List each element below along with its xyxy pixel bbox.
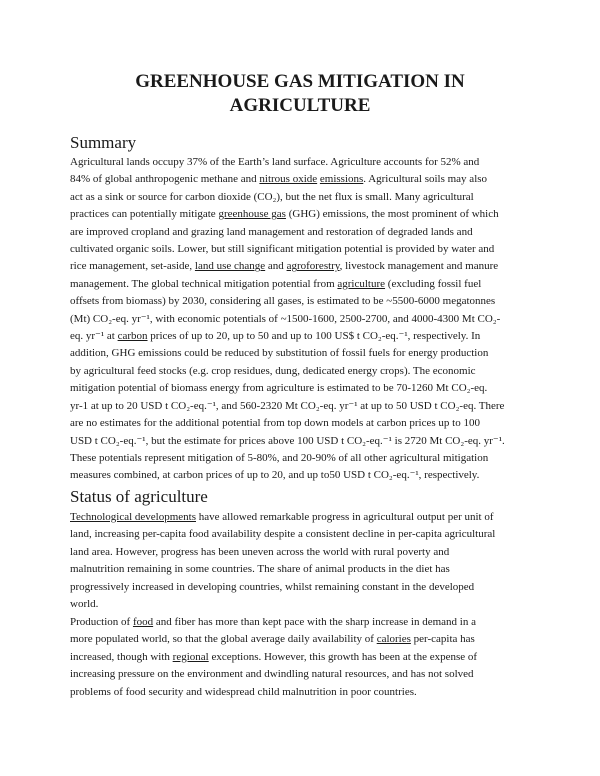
link-term[interactable]: nitrous oxide <box>259 173 318 186</box>
link-term[interactable]: calories <box>376 633 411 646</box>
link-term[interactable]: carbon <box>117 330 148 343</box>
text-line: measures combined, at carbon prices of up to 20, and up to50 USD t CO₂-eq.⁻¹, respectively. <box>70 469 480 482</box>
link-term[interactable]: land use change <box>194 260 266 273</box>
link-term[interactable]: Technological developments <box>70 511 196 523</box>
summary-paragraph <box>70 154 540 485</box>
text-line: yr-1 at up to 20 USD t CO₂-eq.⁻¹, and 560-2320 Mt CO₂-eq. yr⁻¹ at up to 50 USD t CO₂-eq. There <box>70 399 505 412</box>
text-line: increased, though with regional exceptions. However, this growth has been at the expense of <box>70 650 478 663</box>
title-line: AGRICULTURE <box>229 95 371 116</box>
link-term[interactable]: food <box>132 616 154 628</box>
text-line: management. The global technical mitigation potential from agriculture (excluding fossil fuel <box>70 277 482 290</box>
text-line: are no estimates for the additional potential from top down models at carbon prices up to 100 <box>70 417 480 430</box>
text-line: (Mt) CO₂-eq. yr⁻¹, with economic potentials of ~1500-1600, 2500-2700, and 4000-4300 Mt CO₂- <box>70 312 501 325</box>
link-term[interactable]: agroforestry <box>286 260 340 273</box>
text-line: USD t CO₂-eq.⁻¹, but the estimate for prices above 100 USD t CO₂-eq.⁻¹ is 2720 Mt CO₂-eq. yr⁻¹. <box>70 434 505 447</box>
document-title <box>70 70 530 118</box>
text-line: practices can potentially mitigate greenhouse gas (GHG) emissions, the most prominent of which <box>70 208 499 221</box>
text-line: increasing pressure on the environment and dwindling natural resources, and has not solved <box>70 668 474 681</box>
link-term[interactable]: regional <box>172 650 209 663</box>
text-line: are improved cropland and grazing land management and restoration of degraded lands and <box>70 225 473 238</box>
title-line: GREENHOUSE GAS MITIGATION IN <box>135 71 465 92</box>
text-line: 84% of global anthropogenic methane and nitrous oxide emissions. Agricultural soils may also <box>70 173 488 186</box>
text-line: These potentials represent mitigation of 5-80%, and 20-90% of all other agricultural mitigation <box>70 451 489 464</box>
text-line: Production of food and fiber has more than kept pace with the sharp increase in demand in a <box>70 616 476 628</box>
summary-heading: Summary <box>70 133 137 152</box>
status-paragraph-2 <box>70 614 540 701</box>
text-line: by agricultural feed stocks (e.g. crop residues, dung, dedicated energy crops). The economic <box>70 364 476 377</box>
text-line: world. <box>70 598 99 611</box>
text-line: more populated world, so that the global average daily availability of calories per-capita has <box>70 633 475 646</box>
text-line: mitigation potential of biomass energy from agriculture is estimated to be 70-1260 Mt CO₂-eq. <box>70 382 488 395</box>
text-line: progressively increased in developing countries, whilst remaining constant in the developed <box>70 580 475 593</box>
text-line: malnutrition remaining in some countries. The share of animal products in the diet has <box>70 563 450 576</box>
text-line: problems of food security and widespread child malnutrition in poor countries. <box>70 685 417 698</box>
text-line: act as a sink or source for carbon dioxide (CO₂), but the net flux is small. Many agricultural <box>70 190 474 203</box>
text-line: addition, GHG emissions could be reduced by substitution of fossil fuels for energy production <box>70 347 489 360</box>
text-line: land, increasing per-capita food availability despite a consistent decline in per-capita agricultural <box>70 528 496 541</box>
status-heading: Status of agriculture <box>70 487 208 506</box>
text-line: eq. yr⁻¹ at carbon prices of up to 20, up to 50 and up to 100 US$ t CO₂-eq.⁻¹, respectively. In <box>70 330 481 343</box>
text-line: rice management, set-aside, land use change and agroforestry, livestock management and manure <box>70 260 499 273</box>
link-term[interactable]: emissions <box>319 173 364 186</box>
link-term[interactable]: agriculture <box>337 277 386 290</box>
text-line: cultivated organic soils. Lower, but still significant mitigation potential is provided by water and <box>70 243 495 256</box>
text-line: Technological developments have allowed remarkable progress in agricultural output per unit of <box>70 511 494 523</box>
status-paragraph-1 <box>70 509 540 613</box>
text-line: offsets from biomass) by 2030, considering all gases, is estimated to be ~5500-6000 megatonnes <box>70 295 496 308</box>
link-term[interactable]: greenhouse gas <box>218 208 286 221</box>
text-line: Agricultural lands occupy 37% of the Earth’s land surface. Agriculture accounts for 52% and <box>70 156 480 168</box>
text-line: land area. However, progress has been uneven across the world with rural poverty and <box>70 545 450 558</box>
